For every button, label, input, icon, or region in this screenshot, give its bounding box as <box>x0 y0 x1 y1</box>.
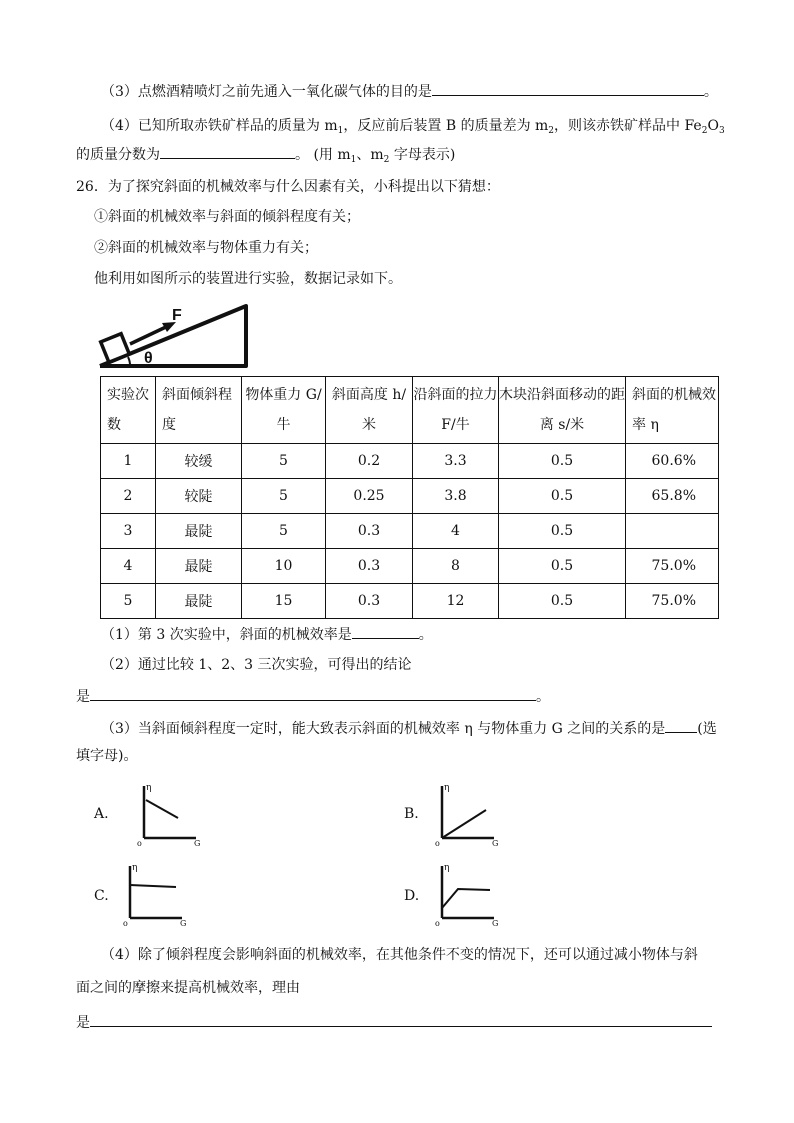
table-cell: 1 <box>101 444 156 479</box>
table-cell: 0.3 <box>326 584 413 619</box>
q25-item3: （3）点燃酒精喷灯之前先通入一氧化碳气体的目的是 。 <box>101 81 718 102</box>
table-cell: 75.0% <box>626 584 719 619</box>
origin-label: o <box>435 839 440 846</box>
table-cell: 较缓 <box>156 444 242 479</box>
table-cell: 5 <box>242 514 326 549</box>
table-row <box>101 584 719 619</box>
y-axis-label: η <box>146 783 152 793</box>
data-table <box>100 376 719 619</box>
table-row <box>101 444 719 479</box>
table-cell: 0.25 <box>326 479 413 514</box>
option-d-graph[interactable] <box>432 860 504 926</box>
option-a-label: A. <box>94 806 109 822</box>
table-cell: 0.5 <box>499 479 626 514</box>
q26-sub1-blank[interactable] <box>352 624 419 639</box>
table-cell: 0.5 <box>499 444 626 479</box>
q25-item3-text: （3）点燃酒精喷灯之前先通入一氧化碳气体的目的是 <box>101 84 432 100</box>
q26-sub3-line1: （3）当斜面倾斜程度一定时，能大致表示斜面的机械效率 η 与物体重力 G 之间的关系的是 (选 <box>101 718 717 739</box>
table-cell: 3.3 <box>413 444 499 479</box>
table-cell: 60.6% <box>626 444 719 479</box>
q26-guess-2: ②斜面的机械效率与物体重力有关； <box>94 240 318 256</box>
table-cell: 10 <box>242 549 326 584</box>
table-cell: 0.2 <box>326 444 413 479</box>
y-axis-label: η <box>444 863 450 873</box>
angle-label: θ <box>144 350 153 367</box>
table-cell: 5 <box>242 479 326 514</box>
q25-item4-blank[interactable] <box>160 144 295 159</box>
y-axis-label: η <box>132 863 138 873</box>
table-cell: 较陡 <box>156 479 242 514</box>
table-cell: 0.5 <box>499 514 626 549</box>
q25-item4-line2: 的质量分数为 。 (用 $m_1$、$m_2$ 字母表示) <box>76 144 455 165</box>
q26-stem: 26．为了探究斜面的机械效率与什么因素有关，小科提出以下猜想： <box>76 179 500 195</box>
q26-sub4-line3: 是 <box>76 1012 712 1033</box>
option-b-graph[interactable] <box>432 780 504 846</box>
table-cell: 0.3 <box>326 514 413 549</box>
option-b-label: B. <box>404 806 419 822</box>
table-cell: 2 <box>101 479 156 514</box>
q26-sub3-blank[interactable] <box>665 718 697 733</box>
header-cell: 沿斜面的拉力 F/牛 <box>413 377 499 444</box>
origin-label: o <box>137 839 142 846</box>
table-cell: 3 <box>101 514 156 549</box>
option-c-label: C. <box>94 888 109 904</box>
graph-curve <box>442 889 490 908</box>
table-cell: 最陡 <box>156 549 242 584</box>
table-cell: 最陡 <box>156 514 242 549</box>
table-cell: 65.8% <box>626 479 719 514</box>
y-axis-label: η <box>444 783 450 793</box>
q26-intro: 他利用如图所示的装置进行实验，数据记录如下。 <box>94 271 402 287</box>
graph-curve <box>130 885 176 887</box>
header-cell: 斜面的机械效率 η <box>626 377 719 444</box>
table-cell: 75.0% <box>626 549 719 584</box>
table-cell: 4 <box>413 514 499 549</box>
q26-sub2-line1: （2）通过比较 1、2、3 三次实验，可得出的结论 <box>101 657 412 673</box>
table-cell: 0.5 <box>499 549 626 584</box>
option-c-graph[interactable] <box>120 860 192 926</box>
table-row <box>101 549 719 584</box>
header-cell: 斜面倾斜程度 <box>156 377 242 444</box>
table-cell: 0.3 <box>326 549 413 584</box>
table-cell: 4 <box>101 549 156 584</box>
table-cell: 5 <box>101 584 156 619</box>
header-cell: 实验次数 <box>101 377 156 444</box>
q26-guess-1: ①斜面的机械效率与斜面的倾斜程度有关； <box>94 209 360 225</box>
graph-curve <box>146 800 178 818</box>
q26-sub4-line1: （4）除了倾斜程度会影响斜面的机械效率，在其他条件不变的情况下，还可以通过减小物体与斜 <box>101 947 698 963</box>
q25-item3-blank[interactable] <box>432 81 704 96</box>
q26-sub1: （1）第 3 次实验中，斜面的机械效率是 。 <box>101 624 433 645</box>
table-header-row <box>101 377 719 444</box>
x-axis-label: G <box>194 839 201 846</box>
q25-item4-line1: （4）已知所取赤铁矿样品的质量为 $m_1$，反应前后装置 B 的质量差为 $m_2$，则该赤铁矿样品中 $Fe_2O_3$ <box>101 118 725 136</box>
force-label: F <box>172 307 182 324</box>
origin-label: o <box>435 919 440 926</box>
option-a-graph[interactable] <box>134 780 206 846</box>
wooden-block <box>101 334 130 363</box>
q26-sub4-line2: 面之间的摩擦来提高机械效率，理由 <box>76 980 300 996</box>
table-cell: 3.8 <box>413 479 499 514</box>
q26-sub4-blank[interactable] <box>90 1012 712 1027</box>
incline-diagram <box>96 300 256 372</box>
q26-sub2-line2: 是 。 <box>76 686 550 707</box>
table-cell: 5 <box>242 444 326 479</box>
table-cell: 15 <box>242 584 326 619</box>
option-d-label: D. <box>404 888 420 904</box>
x-axis-label: G <box>492 839 499 846</box>
header-cell: 物体重力 G/牛 <box>242 377 326 444</box>
table-row <box>101 514 719 549</box>
x-axis-label: G <box>492 919 499 926</box>
table-cell: 最陡 <box>156 584 242 619</box>
header-cell: 斜面高度 h/米 <box>326 377 413 444</box>
q26-sub3-line2: 填字母)。 <box>76 748 138 764</box>
table-cell: 0.5 <box>499 584 626 619</box>
table-cell-empty[interactable] <box>626 514 719 549</box>
origin-label: o <box>123 919 128 926</box>
header-cell: 木块沿斜面移动的距离 s/米 <box>499 377 626 444</box>
table-row <box>101 479 719 514</box>
table-cell: 12 <box>413 584 499 619</box>
x-axis-label: G <box>180 919 187 926</box>
table-cell: 8 <box>413 549 499 584</box>
graph-curve <box>442 810 486 838</box>
q26-sub2-blank[interactable] <box>90 686 536 701</box>
